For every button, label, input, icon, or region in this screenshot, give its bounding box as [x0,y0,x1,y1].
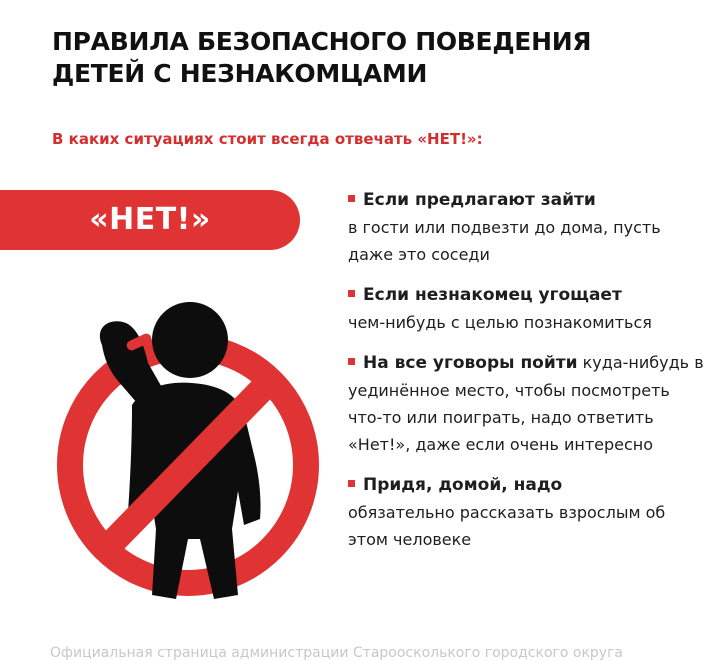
rule-text: чем-нибудь с целью познакомиться [348,313,652,332]
rules-list [348,186,708,566]
bullet-icon [348,195,355,202]
rule-item [348,349,708,458]
rule-text: в гости или подвезти до дома, пусть даже это соседи [348,218,661,264]
net-banner [0,190,300,250]
rule-lead: Если предлагают зайти [363,190,596,210]
subtitle: В каких ситуациях стоит всегда отвечать «НЕТ!»: [52,130,483,148]
rule-item [348,186,708,268]
rule-lead: Придя, домой, надо [363,475,563,495]
rule-text: куда-нибудь в уединённое место, чтобы посмотреть что-то или поиграть, надо ответить «Нет!», даже если очень интересно [348,353,704,454]
bullet-icon [348,480,355,487]
bullet-icon [348,290,355,297]
rule-lead: Если незнакомец угощает [363,285,622,305]
rule-item [348,471,708,553]
bullet-icon [348,358,355,365]
footer-caption: Официальная страница администрации Староосколького городского округа [50,645,624,661]
title-line-2: ДЕТЕЙ С НЕЗНАКОМЦАМИ [52,59,428,88]
rule-lead: На все уговоры пойти [363,353,578,373]
net-banner-label: «НЕТ!» [89,202,211,237]
page-title [52,26,591,90]
rule-item [348,281,708,336]
title-line-1: ПРАВИЛА БЕЗОПАСНОГО ПОВЕДЕНИЯ [52,27,592,56]
silhouette-head [152,302,228,378]
prohibition-sign-icon [40,295,340,615]
rule-text: обязательно рассказать взрослым об этом человеке [348,503,666,549]
